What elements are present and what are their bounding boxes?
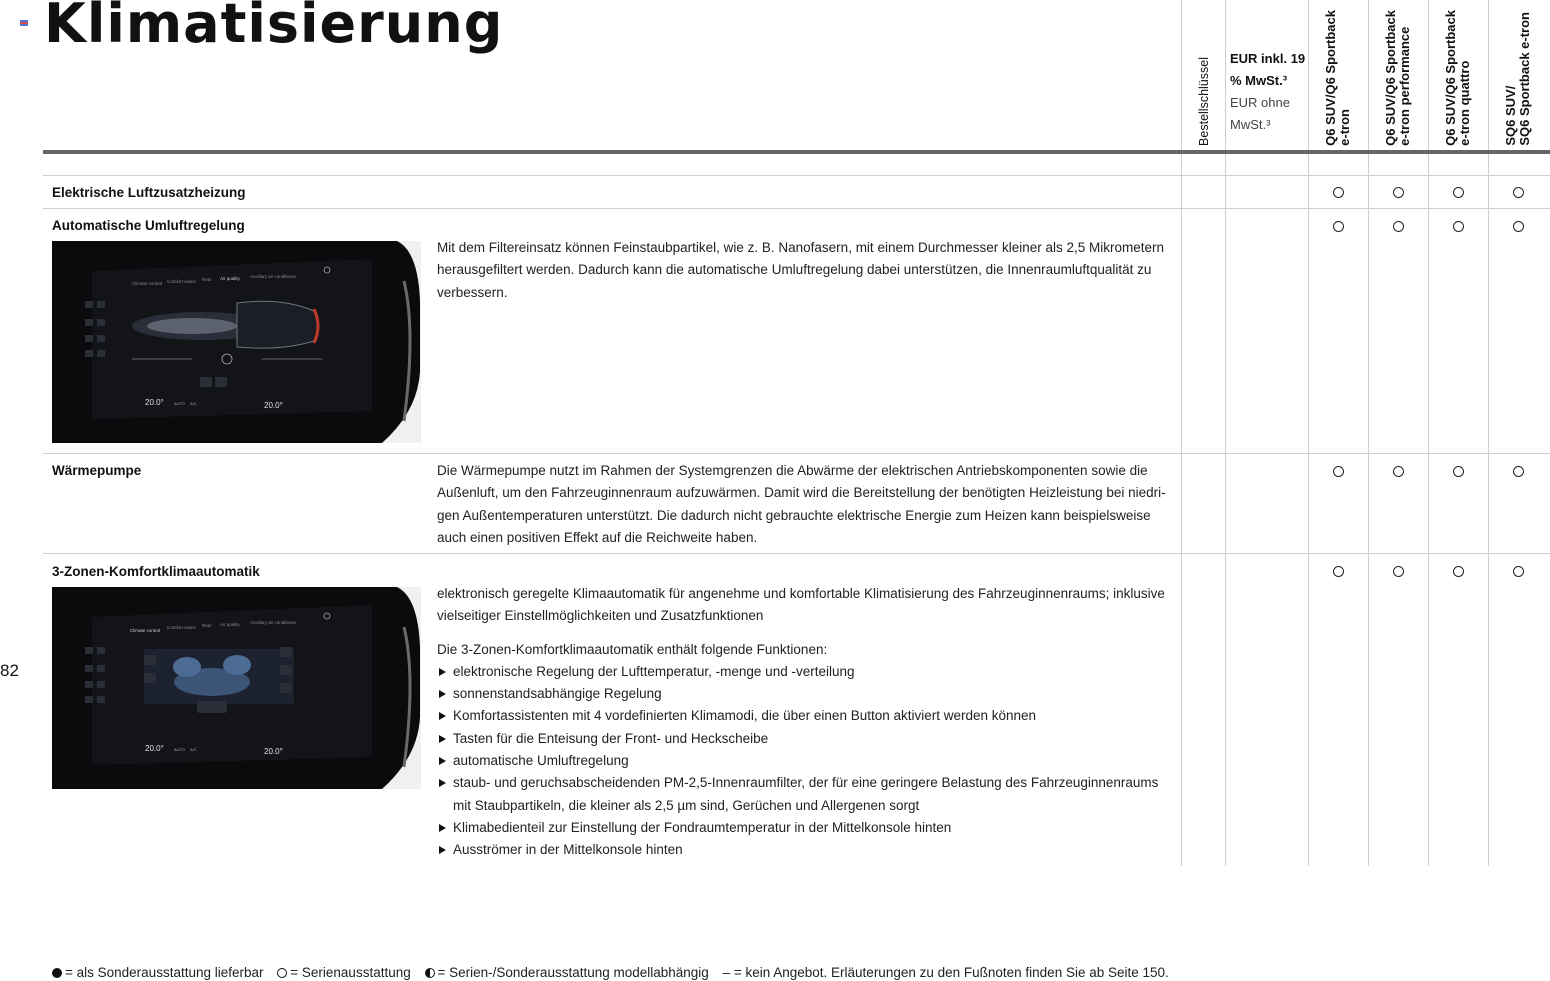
- price-incl-label: EUR inkl. 19 % MwSt.³: [1230, 51, 1306, 88]
- climate-screen-image: [52, 241, 421, 443]
- row-divider: [43, 553, 1550, 554]
- description-komfortklimaautomatik: [437, 583, 1177, 862]
- row-divider: [43, 175, 1550, 176]
- svg-text:Climate control: Climate control: [132, 281, 163, 286]
- row-label-umluftregelung: Automatische Umluftregelung: [52, 218, 245, 233]
- standard-mark: [1333, 187, 1344, 198]
- svg-text:Climate control: Climate control: [130, 628, 161, 633]
- list-item: automatische Umluftregelung: [437, 750, 1177, 772]
- header-rule: [43, 150, 1550, 154]
- svg-text:20.0°: 20.0°: [264, 747, 283, 756]
- svg-text:Auxiliary air conditioner: Auxiliary air conditioner: [250, 274, 297, 279]
- legend-optional: = als Sonderausstattung lieferbar: [65, 965, 264, 980]
- functions-intro: Die 3-Zonen-Komfortklimaautomatik enthält folgende Funktionen:: [437, 641, 828, 657]
- svg-text:20.0°: 20.0°: [264, 401, 283, 410]
- row-label-waermepumpe: Wärmepumpe: [52, 463, 142, 478]
- standard-mark: [1513, 187, 1524, 198]
- standard-mark: [1333, 466, 1344, 477]
- list-item: Tasten für die Enteisung der Front- und Heckscheibe: [437, 728, 1177, 750]
- svg-text:AUTO: AUTO: [174, 747, 186, 752]
- svg-text:A/C: A/C: [190, 747, 197, 752]
- column-header-price: [1230, 48, 1308, 136]
- standard-mark: [1393, 466, 1404, 477]
- svg-text:20.0°: 20.0°: [145, 744, 164, 753]
- standard-mark: [1333, 221, 1344, 232]
- list-item: sonnenstandsabhängige Regelung: [437, 683, 1177, 705]
- list-item: Ausströmer in der Mittelkonsole hinten: [437, 839, 1177, 861]
- standard-mark: [1453, 187, 1464, 198]
- open-circle-icon: [277, 968, 287, 978]
- list-item: Komfortassistenten mit 4 vordefinierten Klimamodi, die über einen Button aktiviert werden können: [437, 705, 1177, 727]
- column-header-model-3: Q6 SUV/Q6 Sportback e-tron quattro: [1443, 10, 1472, 146]
- svg-text:Rear: Rear: [202, 277, 212, 282]
- page-title: Klimatisierung: [44, 0, 504, 55]
- filled-circle-icon: [52, 968, 62, 978]
- legend-model-dependent: = Serien-/Sonderausstattung modellabhängig: [437, 965, 709, 980]
- list-item: Klimabedienteil zur Einstellung der Fondraumtemperatur in der Mittelkonsole hinten: [437, 817, 1177, 839]
- standard-mark: [1453, 566, 1464, 577]
- standard-mark: [1513, 221, 1524, 232]
- svg-text:20.0°: 20.0°: [145, 398, 164, 407]
- page-number: 82: [0, 661, 19, 680]
- svg-text:Comfort assist: Comfort assist: [167, 625, 196, 630]
- column-header-order-key: Bestellschlüssel: [1197, 57, 1211, 146]
- column-divider: [1308, 0, 1309, 866]
- standard-mark: [1393, 221, 1404, 232]
- svg-text:A/C: A/C: [190, 401, 197, 406]
- svg-text:Comfort assist: Comfort assist: [167, 279, 196, 284]
- legend: [52, 965, 1169, 980]
- description-waermepumpe: Die Wärmepumpe nutzt im Rahmen der Systemgrenzen die Abwärme der elektrischen Antriebskomponenten sowie die Außenluft, um den Fahrzeuginnenraum aufzuwärmen. Damit wird die Bereitstellung der benötigten Heizleistung bei niedri-gen Außentemperaturen unterstützt. Die dadurch nicht gebrauchte elektrische Energie zum Heizen kann beispielsweise auch einen positiven Effekt auf die Reichweite haben.: [437, 463, 1166, 545]
- column-header-model-2: Q6 SUV/Q6 Sportback e-tron performance: [1383, 10, 1412, 146]
- svg-text:AUTO: AUTO: [174, 401, 186, 406]
- column-divider: [1488, 0, 1489, 866]
- page-marker: [20, 20, 28, 26]
- standard-mark: [1513, 466, 1524, 477]
- standard-mark: [1393, 566, 1404, 577]
- row-divider: [43, 453, 1550, 454]
- description-umluftregelung: Mit dem Filtereinsatz können Feinstaubpartikel, wie z. B. Nanofasern, mit einem Durchmesser kleiner als 2,5 Mikrometern herausgefiltert werden. Dadurch kann die automatische Umluftregelung dabei unterstützen, die Innenraumluftqualität zu verbessern.: [437, 240, 1165, 300]
- row-label-luftzusatzheizung: Elektrische Luftzusatzheizung: [52, 185, 246, 200]
- column-divider: [1428, 0, 1429, 866]
- column-header-model-1: Q6 SUV/Q6 Sportback e-tron: [1323, 10, 1352, 146]
- standard-mark: [1453, 466, 1464, 477]
- legend-no-offer: – = kein Angebot. Erläuterungen zu den Fußnoten finden Sie ab Seite 150.: [722, 965, 1169, 980]
- standard-mark: [1333, 566, 1344, 577]
- price-excl-label: EUR ohne MwSt.³: [1230, 95, 1290, 132]
- functions-list: [437, 661, 1177, 862]
- svg-text:Air quality: Air quality: [220, 622, 240, 627]
- list-item: staub- und geruchsabscheidenden PM-2,5-Innenraumfilter, der für eine geringere Belastung des Fahrzeuginnenraums mit Staubpartikeln, die kleiner als 2,5 µm sind, Gerüchen und Allergenen sorgt: [437, 772, 1177, 817]
- column-divider: [1368, 0, 1369, 866]
- list-item: elektronische Regelung der Lufttemperatur, -menge und -verteilung: [437, 661, 1177, 683]
- description-text: elektronisch geregelte Klimaautomatik für angenehme und komfortable Klimatisierung des Fahrzeuginnenraums; inklusive vielseitiger Einstellmöglichkeiten und Zusatzfunktionen: [437, 586, 1165, 624]
- svg-text:Air quality: Air quality: [220, 276, 240, 281]
- standard-mark: [1453, 221, 1464, 232]
- standard-mark: [1393, 187, 1404, 198]
- svg-text:Rear: Rear: [202, 623, 212, 628]
- legend-standard: = Serienausstattung: [290, 965, 411, 980]
- row-divider: [43, 208, 1550, 209]
- climate-screen-image-3zone: [52, 587, 421, 789]
- standard-mark: [1513, 566, 1524, 577]
- column-header-model-4: SQ6 SUV/ SQ6 Sportback e-tron: [1503, 12, 1532, 146]
- svg-text:Auxiliary air conditioner: Auxiliary air conditioner: [250, 620, 297, 625]
- row-label-komfortklimaautomatik: 3-Zonen-Komfortklimaautomatik: [52, 564, 260, 579]
- half-circle-icon: [425, 968, 435, 978]
